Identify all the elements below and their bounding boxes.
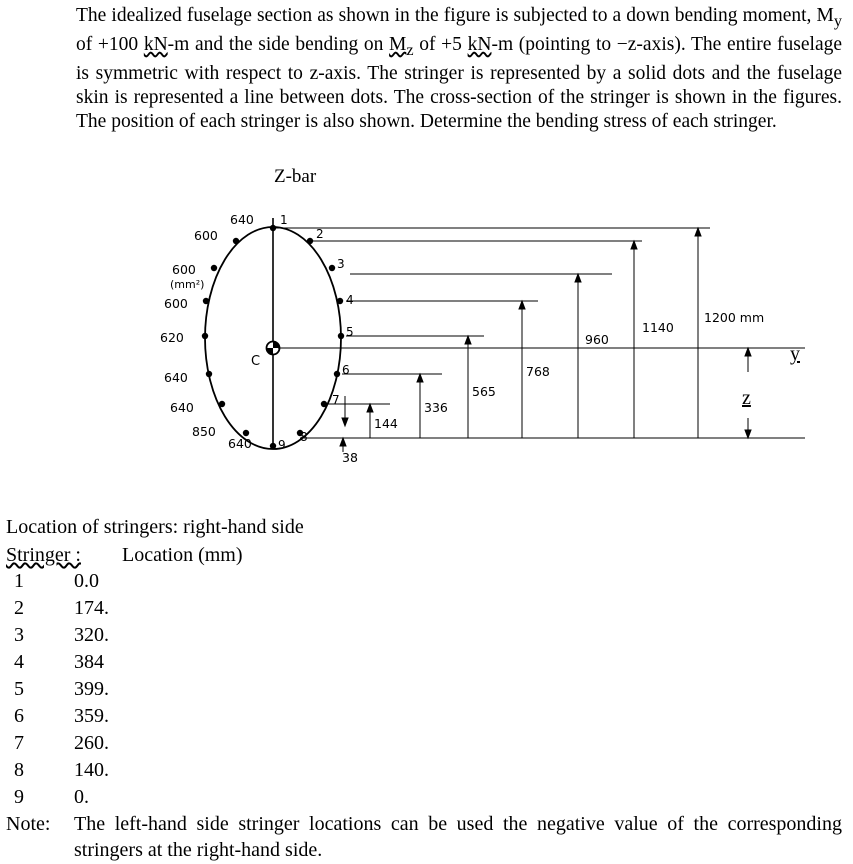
area-label-6: 640 [164, 370, 188, 385]
stringer-number-7: 7 [332, 393, 340, 407]
table-row [6, 596, 206, 622]
note-label: Note: [6, 813, 51, 835]
stringer-location: 359. [74, 705, 109, 727]
stringer-number-2: 2 [316, 227, 324, 241]
centroid-marker [267, 342, 280, 355]
problem-text-2: of +100 [76, 33, 144, 55]
table-row [6, 704, 206, 730]
area-label-4: 600 [164, 296, 188, 311]
stringer-location: 140. [74, 759, 109, 781]
table-row [6, 785, 206, 811]
stringer-location: 0. [74, 786, 89, 808]
stringer-dot-9 [270, 443, 276, 449]
stringer-number-1: 1 [280, 213, 288, 227]
stringer-number-4: 4 [346, 293, 354, 307]
height-label-1200: 1200 mm [704, 310, 765, 325]
stringer-location: 260. [74, 732, 109, 754]
stringer-number-6: 6 [342, 363, 350, 377]
stringer-numbers [278, 213, 354, 452]
stringer-table-title: Location of stringers: right-hand side [6, 516, 304, 538]
stringer-number: 3 [14, 624, 24, 646]
stringer-location: 174. [74, 597, 109, 619]
note-text: The left-hand side stringer locations can be used the negative value of the corresponding stringers at the right-hand side. [74, 813, 842, 861]
problem-text-1: The idealized fuselage section as shown in the figure is subjected to a down bending moment, M [76, 5, 834, 26]
stringer-table-header [6, 543, 243, 567]
height-label-336: 336 [424, 400, 448, 415]
table-row [6, 623, 206, 649]
z-axis-label: z [742, 387, 751, 409]
stringer-number: 5 [14, 678, 24, 700]
stringer-location: 0.0 [74, 570, 99, 592]
table-row [6, 569, 206, 595]
area-label-2: 600 [194, 228, 218, 243]
area-label-7: 640 [170, 400, 194, 415]
moment-mz: M [389, 33, 407, 55]
column-stringer: Stringer : [6, 544, 81, 566]
stringer-number: 4 [14, 651, 24, 673]
area-label-3: 600 [172, 262, 196, 277]
area-label-5: 620 [160, 330, 184, 345]
height-label-768: 768 [526, 364, 550, 379]
stringer-location: 320. [74, 624, 109, 646]
stringer-number: 8 [14, 759, 24, 781]
column-location: Location (mm) [122, 544, 243, 566]
height-label-38: 38 [342, 450, 358, 465]
stringer-dot-4 [337, 298, 343, 304]
stringer-location: 384 [74, 651, 104, 673]
height-label-960: 960 [585, 332, 609, 347]
stringer-location: 399. [74, 678, 109, 700]
subscript-y: y [833, 11, 842, 30]
stringer-number-5: 5 [346, 325, 354, 339]
subscript-z: z [406, 40, 414, 59]
unit-kn-2: kN [467, 33, 492, 55]
stringer-number: 7 [14, 732, 24, 754]
stringer-number: 6 [14, 705, 24, 727]
height-label-565: 565 [472, 384, 496, 399]
height-label-1140: 1140 [642, 320, 674, 335]
note [6, 811, 842, 863]
zbar-label: Z-bar [274, 166, 317, 187]
area-label-8: 850 [192, 424, 216, 439]
centroid-label: C [251, 354, 261, 369]
stringer-dot-3 [329, 265, 335, 271]
stringer-number: 9 [14, 786, 24, 808]
height-label-144: 144 [374, 416, 398, 431]
area-label-9: 640 [228, 436, 252, 451]
problem-text-3: -m and the side bending on [167, 33, 390, 55]
stringers-left [202, 238, 249, 436]
area-labels [160, 212, 254, 451]
stringer-dot-6 [334, 371, 340, 377]
table-row [6, 758, 206, 784]
y-axis-label: y [790, 343, 800, 365]
area-unit-label: (mm²) [170, 278, 205, 291]
fuselage-figure [150, 160, 810, 470]
area-label-1: 640 [230, 212, 254, 227]
stringer-number-8: 8 [300, 430, 308, 444]
stringers-right [270, 225, 344, 449]
stringer-number-3: 3 [337, 257, 345, 271]
stringer-dot-7 [321, 401, 327, 407]
stringer-number-9: 9 [278, 438, 286, 452]
unit-kn-1: kN [143, 33, 168, 55]
table-row [6, 650, 206, 676]
problem-text-4: of +5 [413, 33, 468, 55]
stringer-dot-5 [338, 333, 344, 339]
problem-statement [76, 4, 842, 134]
fuselage-diagram [150, 160, 810, 470]
reference-lines [275, 228, 805, 438]
stringer-number: 2 [14, 597, 24, 619]
dimension-arrows [340, 228, 751, 452]
table-row [6, 677, 206, 703]
stringer-number: 1 [14, 570, 24, 592]
problem-text-5: -m (pointing to −z-axis). The entire fuselage is symmetric with respect to z-axis. The stringer is represented by a solid dots and the fuselage skin is represented a line between dots. The cross-section of the stringer is shown in the figures. The position of each stringer is also shown. Determine the bending stress of each stringer. [76, 33, 843, 132]
height-labels [342, 310, 764, 465]
table-row [6, 731, 206, 757]
